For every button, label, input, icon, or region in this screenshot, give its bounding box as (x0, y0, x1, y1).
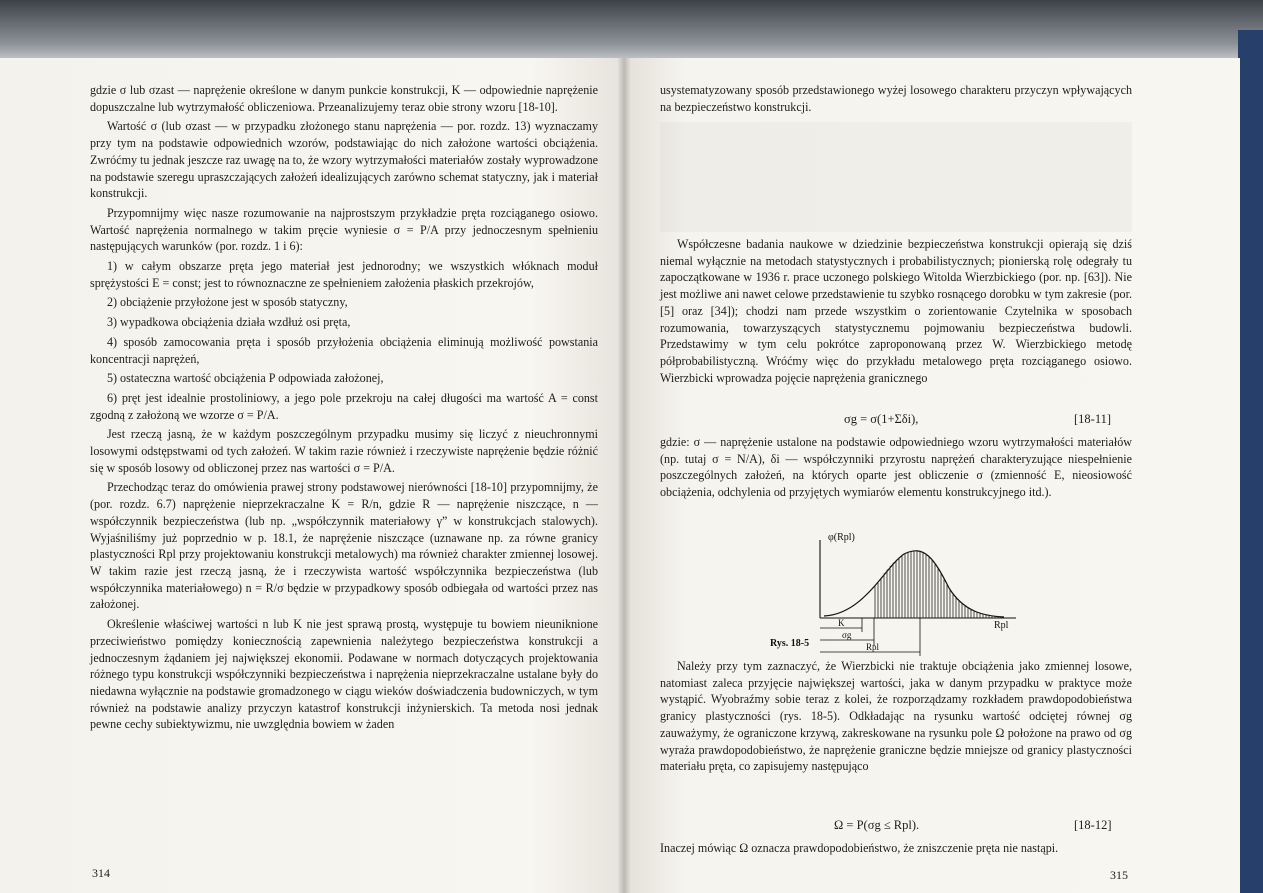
right-page (624, 58, 1240, 893)
paragraph: usystematyzowany sposób przedstawionego wyżej losowego charakteru przyczyn wpływających na bezpieczeństwo konstrukcji. (660, 83, 1132, 114)
dim-label: σg (842, 630, 852, 640)
right-page-text-top (660, 82, 1132, 118)
faded-text-region (660, 122, 1132, 232)
page-number: 314 (92, 866, 110, 880)
right-page-text-bottom (660, 658, 1132, 778)
list-item: 2) obciążenie przyłożone jest w sposób statyczny, (106, 295, 348, 310)
list-item: 6) pręt jest idealnie prostoliniowy, a jego pole przekroju na całej długości ma wartość A = const zgodną z założoną we wzorze σ = P/A. (90, 390, 598, 422)
paragraph: Współczesne badania naukowe w dziedzinie bezpieczeństwa konstrukcji opierają się dziś niemal wyłącznie na metodach statystycznych i probabilistycznych; pionierską rolę odegrały tu zapoczątkowane w 1936 r. prace uczonego polskiego Witolda Wierzbickiego (por. np. [63]). Nie jest możliwe ani nawet celowe przedstawienie tu szybko rosnącego dorobku w tym zakresie (por. [5] oraz [34]); chodzi nam przede wszystkim o zorientowanie Czytelnika w sposobach rozumowania, towarzyszących statystycznemu pojmowaniu bezpieczeństwa budowli. Przedstawimy w tym celu pokrótce zaproponowaną przez W. Wierzbickiego metodę półprobabilistyczną. Wróćmy więc do przykładu metalowego pręta rozciąganego osiowo. Wierzbicki wprowadza pojęcie naprężenia granicznego (660, 237, 1132, 385)
paragraph: Wartość σ (lub σzast — w przypadku złożonego stanu naprężenia — por. rozdz. 13) wyznaczamy przy tym na podstawie odpowiednich wzorów, podstawiając do nich założone wartości obciążenia. Zwróćmy tu jednak jeszcze raz uwagę na to, że wzory wytrzymałości materiałów zostały wyprowadzone na podstawie szeregu upraszczających założeń idealizujących zarówno schemat statyczny, jak i materiał konstrukcji. (90, 119, 598, 201)
hatched-area-omega (874, 551, 1004, 618)
dim-label: Rpl (866, 642, 880, 652)
left-page-text (90, 82, 598, 736)
dim-label: K (838, 618, 845, 628)
paragraph: Przechodząc teraz do omówienia prawej strony podstawowej nierówności [18-10] przypomnijmy, że (por. rozdz. 6.7) naprężenie nieprzekraczalne K = R/n, gdzie R — naprężenie niszczące, n — współczynnik bezpieczeństwa (lub np. „współczynnik materiałowy γ” w konstrukcjach stalowych). Wyjaśniliśmy już poprzednio w p. 18.1, że naprężenie niszczące (uznawane np. za równe granicy plastyczności Rpl przy projektowaniu konstrukcji metalowych) ma również charakter zmiennej losowej. W takim razie jest rzeczą jasną, że i rzeczywista wartość współczynnika bezpieczeństwa (lub współczynnika materiałowego) n = R/σ będzie w przypadkowy sposób odbiegała od wartości przez nas założonej. (90, 480, 598, 612)
paragraph: gdzie: σ — naprężenie ustalone na podstawie odpowiedniego wzoru wytrzymałości materiałów (np. tutaj σ = N/A), δi — współczynniki przyrostu naprężeń charakteryzujące niespełnienie poszczególnych założeń, na których oparte jest obliczenie σ (zmienność E, nieosiowość obciążenia, odchylenia od przyjętych wymiarów elementu konstrukcyjnego itd.). (660, 435, 1132, 500)
list-item: 4) sposób zamocowania pręta i sposób przyłożenia obciążenia eliminują możliwość powstania koncentracji naprężeń, (90, 334, 598, 366)
figure-18-5 (724, 528, 1024, 678)
page-number: 315 (1110, 868, 1128, 882)
equation-number: [18-12] (1074, 818, 1112, 832)
list-item: 1) w całym obszarze pręta jego materiał jest jednorodny; we wszystkich włóknach moduł sprężystości E = const; jest to równoznaczne ze spełnieniem założenia płaskich przekrojów, (90, 259, 598, 290)
paragraph: Określenie właściwej wartości n lub K nie jest sprawą prostą, występuje tu bowiem nieuniknione przeciwieństwo pomiędzy koniecznością zapewnienia należytego bezpieczeństwa konstrukcji a jednoczesnym żądaniem jej największej ekonomii. Podawane w normach dotyczących projektowania różnego typu konstrukcji współczynniki bezpieczeństwa i naprężenia nieprzekraczalne ustalane były do niedawna wyłącznie na podstawie gromadzonego w ciągu wieków doświadczenia budowniczych, w tym również na podstawie analizy przyczyn katastrof konstrukcji inżynierskich. Ta metoda nosi jednak pewne cechy subiektywizmu, nie uwzględnia bowiem w żaden (90, 617, 598, 732)
left-page (0, 58, 624, 893)
paragraph: Inaczej mówiąc Ω oznacza prawdopodobieństwo, że zniszczenie pręta nie nastąpi. (660, 841, 1059, 855)
equation-18-11: σg = σ(1+Σδi), (844, 412, 919, 426)
x-axis-label: Rpl (994, 620, 1009, 631)
equation-number: [18-11] (1074, 412, 1112, 426)
scan-top-shadow (0, 0, 1263, 62)
right-page-last-line (660, 840, 1132, 860)
paragraph: Należy przy tym zaznaczyć, że Wierzbicki nie traktuje obciążenia jako zmiennej losowe, natomiast zaleca przyjęcie największej wartości, jaka w danym przypadku w praktyce może wystąpić. Wyobraźmy sobie teraz z kolei, że rozporządzamy rozkładem prawdopodobieństwa granicy plastyczności (rys. 18-5). Odkładając na rysunku wartość odciętej równej σg zauważymy, że ograniczone krzywą, zakreskowane na rysunku pole Ω położone na prawo od σg wyraża prawdopodobieństwo, że naprężenie graniczne będzie mniejsze od granicy plastyczności materiału pręta, co zapisujemy następująco (660, 659, 1132, 774)
y-axis-label: φ(Rpl) (828, 532, 855, 543)
list-item: 5) ostateczna wartość obciążenia P odpowiada założonej, (106, 371, 384, 386)
book-spine-shadow (618, 58, 630, 893)
paragraph: gdzie σ lub σzast — naprężenie określone w danym punkcie konstrukcji, K — odpowiednie naprężenie dopuszczalne lub wytrzymałość obliczeniowa. Przeanalizujemy teraz obie strony wzoru [18-10]. (90, 83, 598, 114)
list-item: 3) wypadkowa obciążenia działa wzdłuż osi pręta, (106, 315, 351, 330)
book-cover-edge (1238, 30, 1263, 893)
paragraph: Jest rzeczą jasną, że w każdym poszczególnym przypadku musimy się liczyć z nieuchronnymi losowymi odstępstwami od tych założeń. W takim razie również i rzeczywiste naprężenie będzie różnić się w sposób losowy od obliczonej przez nas wartości σ = P/A. (90, 427, 598, 475)
right-page-text-mid (660, 236, 1132, 389)
equation-18-12: Ω = P(σg ≤ Rpl). (834, 818, 920, 832)
distribution-plot (724, 528, 1024, 678)
paragraph: Przypomnijmy więc nasze rozumowanie na najprostszym przykładzie pręta rozciąganego osiowo. Wartość naprężenia normalnego w takim pręcie wyniesie σ = P/A przy jednoczesnym spełnieniu następujących warunków (por. rozdz. 1 i 6): (90, 205, 598, 254)
figure-caption: Rys. 18-5 (770, 638, 810, 649)
right-page-text-after-eq (660, 434, 1132, 504)
